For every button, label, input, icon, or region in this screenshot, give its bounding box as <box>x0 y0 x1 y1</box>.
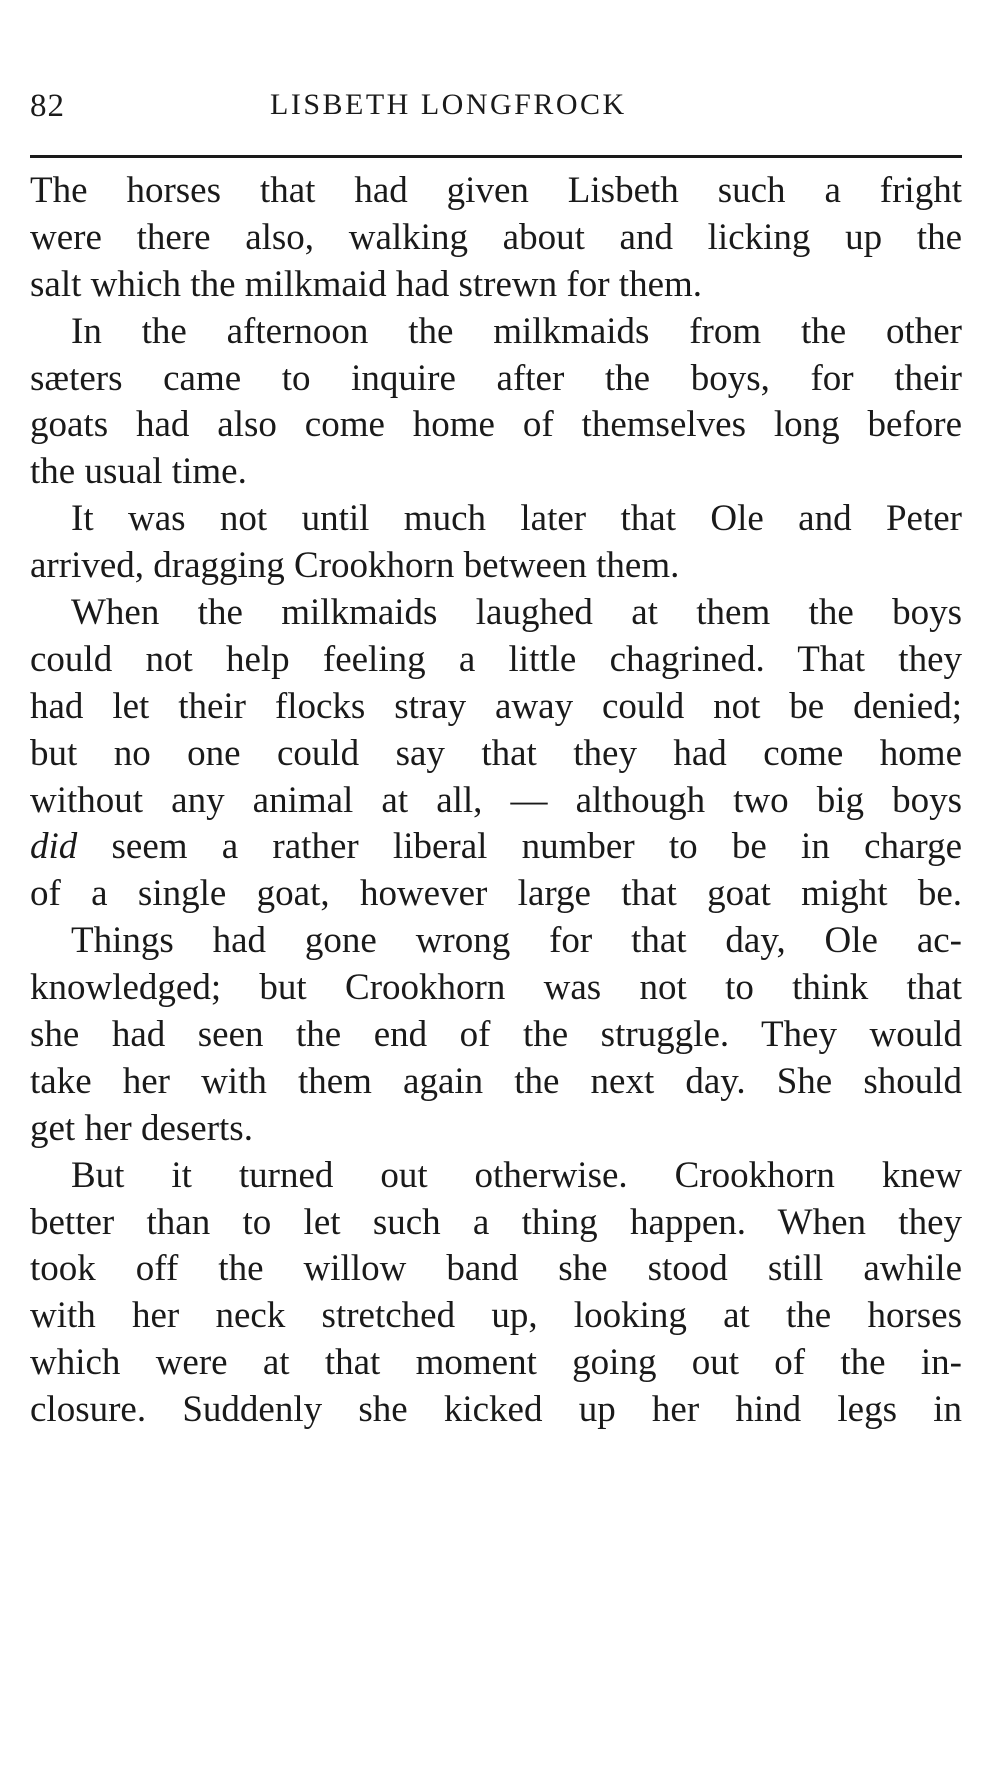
text-line: knowledged; but Crookhorn was not to think that <box>30 967 962 1009</box>
text-line: Things had gone wrong for that day, Ole ac- <box>71 920 962 962</box>
text-line: but no one could say that they had come home <box>30 732 962 774</box>
text-line <box>30 824 962 871</box>
text-line: of a single goat, however large that goat might be. <box>30 873 962 915</box>
text-line: In the afternoon the milkmaids from the other <box>71 310 962 352</box>
text-line: she had seen the end of the struggle. They would <box>30 1014 962 1056</box>
text-line: But it turned out otherwise. Crookhorn knew <box>71 1154 962 1196</box>
text-line: sæters came to inquire after the boys, for their <box>30 357 962 399</box>
text-line: goats had also come home of themselves long before <box>30 404 962 446</box>
italic-emphasis: did <box>30 826 78 868</box>
text-line: salt which the milkmaid had strewn for them. <box>30 263 703 305</box>
text-line: get her deserts. <box>30 1107 253 1149</box>
text-line: which were at that moment going out of the in- <box>30 1342 962 1384</box>
text-line: could not help feeling a little chagrined. That they <box>30 638 962 680</box>
page-header <box>30 88 960 128</box>
text-line: take her with them again the next day. She should <box>30 1060 962 1102</box>
text-line: closure. Suddenly she kicked up her hind legs in <box>30 1389 962 1431</box>
body-text <box>30 168 962 1434</box>
running-title: LISBETH LONGFROCK <box>270 88 627 121</box>
text-line: were there also, walking about and licking up the <box>30 216 962 258</box>
page-number: 82 <box>30 88 65 124</box>
text-line: without any animal at all, — although two big boys <box>30 779 962 821</box>
text-line: The horses that had given Lisbeth such a fright <box>30 170 962 211</box>
text-line: the usual time. <box>30 451 247 493</box>
text-line: arrived, dragging Crookhorn between them. <box>30 545 680 587</box>
text-line: had let their flocks stray away could not be denied; <box>30 685 962 727</box>
text-line: took off the willow band she stood still awhile <box>30 1248 962 1290</box>
header-rule <box>30 155 962 158</box>
text-line: with her neck stretched up, looking at the horses <box>30 1295 962 1337</box>
text-line-rest: seem a rather liberal number to be in charge <box>77 826 962 868</box>
text-line: When the milkmaids laughed at them the boys <box>71 592 962 634</box>
text-line: better than to let such a thing happen. When they <box>30 1201 962 1243</box>
text-line: It was not until much later that Ole and Peter <box>71 498 962 540</box>
